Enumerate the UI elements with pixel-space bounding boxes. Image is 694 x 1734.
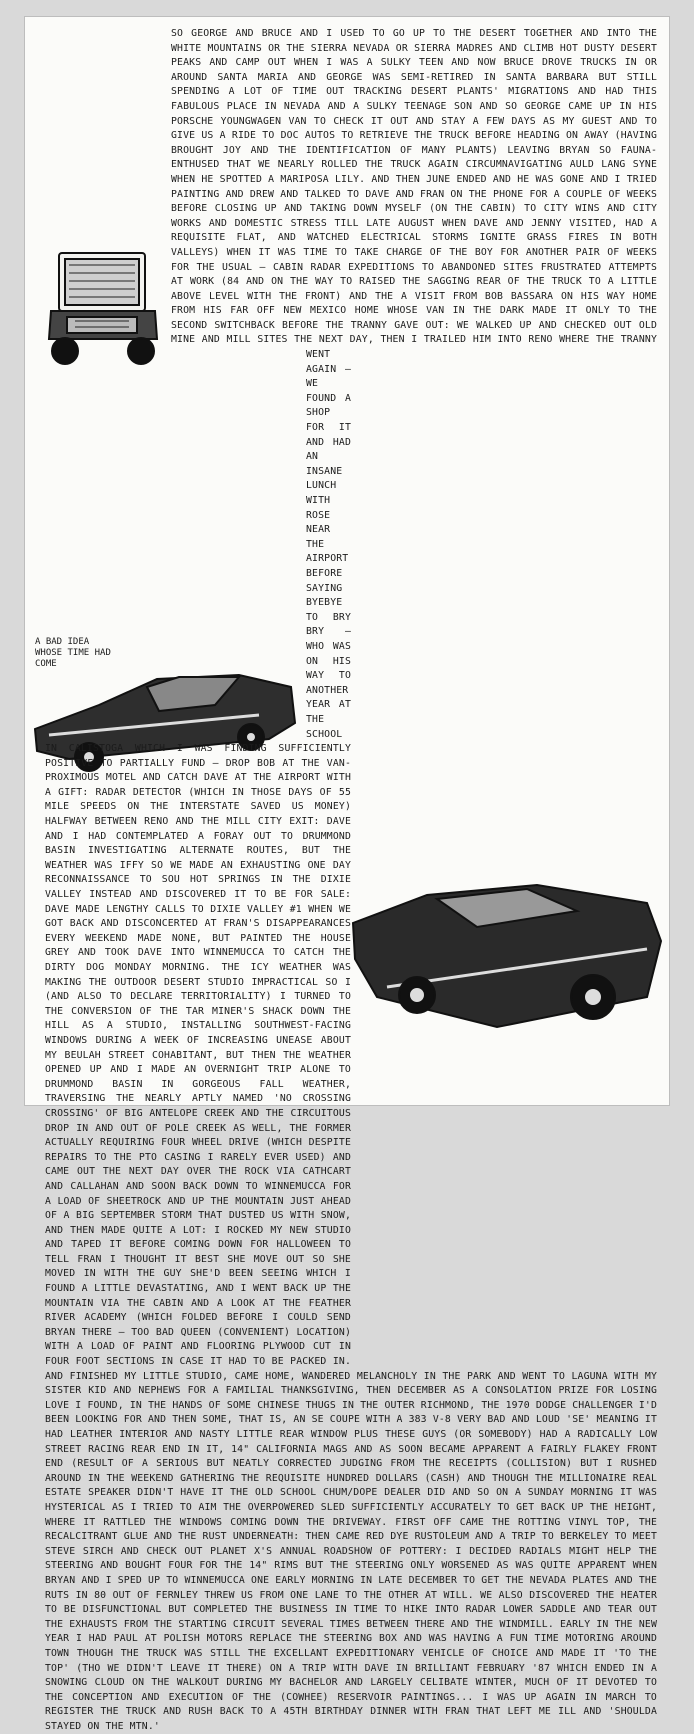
drawing-caption: A BAD IDEA WHOSE TIME HAD COME: [35, 637, 111, 669]
journal-body: SO GEORGE AND BRUCE AND I USED TO GO UP TO THE DESERT TOGETHER AND INTO THE WHITE MOUNTAINS OR THE SIERRA NEVADA OR SIERRA MADRES AND CLIMB HOT DUSTY DESERT PEAKS AND CAMP OUT WHEN I WAS A SULKY TEEN AND NOW BRUCE DROVE TRUCKS IN OR AROUND SANTA MARIA AND GEORGE WAS SEMI-RETIRED IN SANTA BARBARA BUT STILL SPENDING A LOT OF TIME OUT TRACKING DESERT PLANTS' MIGRATIONS AND HAD THIS FABULOUS PLACE IN NEVADA AND A SULKY TEENAGE SON AND SO GEORGE CAME UP IN HIS PORSCHE YOUNGWAGEN VAN TO CHECK IT OUT AND STAY A FEW DAYS AS MY GUEST AND TO GIVE US A RIDE TO DOC AUTOS TO RETRIEVE THE TRUCK BEFORE HEADING ON AWAY (HAVING BROUGHT JOY AND THE IDENTIFICATION OF MANY PLANTS) LEAVING BRYAN SO FAUNA-ENTHUSED THAT WE NEARLY ROLLED THE TRUCK AGAIN CIRCUMNAVIGATING AULD LANG SYNE WHEN HE SPOTTED A MARIPOSA LILY. AND THEN JUNE ENDED AND HE WAS GONE AND I TRIED PAINTING AND DREW AND TALKED TO DAVE AND FRAN ON THE PHONE FOR A COUPLE OF WEEKS BEFORE CLOSING UP AND TAKING DOWN MYSELF (ON THE CABIN) TO CITY WINS AND CITY WORKS AND DOMESTIC STRESS TILL LATE AUGUST WHEN DAVE AND JENNY VISITED, HAD A REQUISITE FLAT, AND WATCHED ELECTRICAL STORMS IGNITE GRASS FIRES IN BOTH VALLEYS) WHEN IT WAS TIME TO TAKE CHARGE OF THE BOY FOR ANOTHER PAIR OF WEEKS FOR THE USUAL — CABIN RADAR EXPEDITIONS TO ABANDONED SITES FRUSTRATED ATTEMPTS AT WORK (84 AND ON THE WAY TO RAISED THE SAGGING REAR OF THE TRUCK TO A LITTLE ABOVE LEVEL WITH THE FRONT) AND THE A VISIT FROM BOB BASSARA ON HIS WAY HOME FROM HIS FAR OFF NEW MEXICO HOME WHOSE VAN IN THE DARK MADE IT ONLY TO THE SECOND SWITCHBACK BEFORE THE TRANNY GAVE OUT: WE WALKED UP AND CHECKED OUT OLD MINE AND MILL SITES THE NEXT DAY, THEN I TRAILED HIM INTO RENO WHERE THE TRANNY WENT AGAIN — WE FOUND A SHOP FOR IT AND HAD AN INSANE LUNCH WITH ROSE NEAR THE AIRPORT BEFORE SAYING BYEBYE TO BRY BRY — WHO WAS ON HIS WAY TO ANOTHER YEAR AT THE SCHOOL IN CALISTOGA WHICH I WAS FINDING SUFFICIENTLY POSITIVE TO PARTIALLY FUND — DROP BOB AT THE VAN-PROXIMOUS MOTEL AND CATCH DAVE AT THE AIRPORT WITH A GIFT: RADAR DETECTOR (WHICH IN THOSE DAYS OF 55 MILE SPEEDS ON THE INTERSTATE SAVED US MONEY) HALFWAY BETWEEN RENO AND THE MILL CITY EXIT: DAVE AND I HAD CONTEMPLATED A FORAY OUT TO DRUMMOND BASIN INVESTIGATING ALTERNATE ROUTES, BUT THE WEATHER WAS IFFY SO WE MADE AN EXHAUSTING ONE DAY RECONNAISSANCE TO SOU HOT SPRINGS IN THE DIXIE VALLEY INSTEAD AND DISCOVERED IT TO BE FOR SALE: DAVE MADE LENGTHY CALLS TO DIXIE VALLEY #1 WHEN WE GOT BACK AND DISCONCERTED AT FRAN'S DISAPPEARANCES EVERY WEEKEND MADE NONE, BUT PAINTED THE HOUSE GREY AND TOOK DAVE INTO WINNEMUCCA TO CATCH THE DIRTY DOG MONDAY MORNING. THE ICY WEATHER WAS MAKING THE OUTDOOR DESERT STUDIO IMPRACTICAL SO I (AND ALSO TO DECLARE TERRITORIALITY) I TURNED TO THE CONVERSION OF THE TAR MINER'S SHACK DOWN THE HILL AS A STUDIO, INSTALLING SOUTHWEST-FACING WINDOWS DURING A WEEK OF INCREASING UNEASE ABOUT MY BEULAH STREET COHABITANT, BUT THEN THE WEATHER OPENED UP AND I MADE AN OVERNIGHT TRIP ALONE TO DRUMMOND BASIN IN GORGEOUS FALL WEATHER, TRAVERSING THE NEARLY APTLY NAMED 'NO CROSSING CROSSING' OF BIG ANTELOPE CREEK AND THE CIRCUITOUS DROP IN AND OUT OF POLE CREEK AS WELL, THE FORMER ACTUALLY REQUIRING FOUR WHEEL DRIVE (WHICH DESPITE REPAIRS TO THE PTO CASING I RARELY EVER USED) AND CAME OUT THE NEXT DAY OVER THE ROCK VIA CATHCART AND CALLAHAN AND SOON BACK DOWN TO WINNEMUCCA FOR A LOAD OF SHEETROCK AND UP THE MOUNTAIN JUST AHEAD OF A BIG SEPTEMBER STORM THAT DUSTED US WITH SNOW, AND THEN MADE QUITE A LOT: I ROCKED MY NEW STUDIO AND TAPED IT BEFORE COMING DOWN FOR HALLOWEEN TO TELL FRAN I THOUGHT IT BEST SHE MOVE OUT SO SHE MOVED IN WITH THE GUY SHE'D BEEN SEEING WHICH I FOUND A LITTLE DEVASTATING, AND I WENT BACK UP THE MOUNTAIN VIA THE CABIN AND A LOOK AT THE FEATHER RIVER ACADEMY (WHICH FOLDED BEFORE I COULD SEND BRYAN THERE — TOO BAD QUEEN (CONVENIENT) LOCATION) WITH A LOAD OF PAINT AND FLOORING PLYWOOD CUT IN FOUR FOOT SECTIONS IN CASE IT HAD TO BE PACKED IN. AND FINISHED MY LITTLE STUDIO, CAME HOME, WANDERED MELANCHOLY IN THE PARK AND WENT TO LAGUNA WITH MY SISTER KID AND NEPHEWS FOR A FAMILIAL THANKSGIVING, THEN DECEMBER AS A CONSOLATION PRIZE FOR LOSING LOVE I FOUND, IN THE HANDS OF SOME CHINESE THUGS IN THE OUTER RICHMOND, THE 1970 DODGE CHALLENGER I'D BEEN LOOKING FOR AND THEN SOME, THAT IS, AN SE COUPE WITH A 383 V-8 VERY BAD AND LOUD 'SE' MEANING IT HAD LEATHER INTERIOR AND NASTY LITTLE REAR WINDOW PLUS THESE GUYS (OR SOMEBODY) HAD A RADICALLY LOW STREET RACING REAR END IN IT, 14" CALIFORNIA MAGS AND AS SOON BECAME APPARENT A FAIRLY FLAKEY FRONT END (RESULT OF A SERIOUS BUT NEATLY CORRECTED JUDGING FROM THE RECEIPTS (COLLISION) BUT I RUSHED AROUND IN THE WEEKEND GATHERING THE REQUISITE HUNDRED DOLLARS (CASH) AND THOUGH THE MILLIONAIRE REAL ESTATE SPEAKER DIDN'T HAVE IT THE OLD SCHOOL CHUM/DOPE DEALER DID AND SO ON A SUNDAY MORNING IT WAS HYSTERICAL AS I TRIED TO AIM THE OVERPOWERED SLED SUFFICIENTLY ACCURATELY TO GET BACK UP THE HEIGHT, WHERE IT RATTLED THE WINDOWS COMING DOWN THE DRIVEWAY. FIRST OFF CAME THE ROTTING VINYL TOP, THE RECALCITRANT GLUE AND THE RUST UNDERNEATH: THEN CAME RED DYE RUSTOLEUM AND A TRIP TO BERKELEY TO MEET STEVE SIRCH AND CHECK OUT PLANET X'S ANNUAL ROADSHOW OF POTTERY: I DECIDED RADIALS MIGHT HELP THE STEERING AND BOUGHT FOUR FOR THE 14" RIMS BUT THE STEERING ONLY WORSENED AS WAS QUITE APPARENT WHEN BRYAN AND I SPED UP TO WINNEMUCCA ONE EARLY MORNING IN LATE DECEMBER TO GET THE NEVADA PLATES AND THE RUTS IN 80 OUT OF FERNLEY THREW US FROM ONE LANE TO THE OTHER AT WILL. WE ALSO DISCOVERED THE HEATER TO BE DISFUNCTIONAL BUT COMPLETED THE BUSINESS IN TIME TO HIKE INTO RADAR LOWER SADDLE AND TEAR OUT THE EXHAUSTS FROM THE STARTING CIRCUIT SEVERAL TIMES BETWEEN THERE AND THE WINDMILL. EARLY IN THE NEW YEAR I HAD PAUL AT POLISH MOTORS REPLACE THE STEERING BOX AND WAS HAVING A FUN TIME MOTORING AROUND TOWN THOUGH THE TRUCK WAS STILL THE EXCELLANT EXPEDITIONARY VEHICLE OF CHOICE AND MADE IT 'TO THE TOP' (THO WE DIDN'T LEAVE IT THERE) ON A TRIP WITH DAVE IN BRILLIANT FEBRUARY '87 WHICH ENDED IN A SNOWING CLOUD ON THE WALKOUT DURING MY BACHELOR AND LARGELY CELIBATE WINTER, MUCH OF IT DEVOTED TO THE CONCEPTION AND EXECUTION OF THE (COWHEE) RESERVOIR PAINTINGS... I WAS UP AGAIN IN MARCH TO REGISTER THE TRUCK AND RUSH BACK TO A 45TH BIRTHDAY DINNER WITH FRAN THAT LEFT ME ILL AND 'SHOULDA STAYED ON THE MTN.': [45, 28, 657, 1732]
journal-page: [24, 16, 670, 1732]
journal-text: [45, 27, 657, 1734]
